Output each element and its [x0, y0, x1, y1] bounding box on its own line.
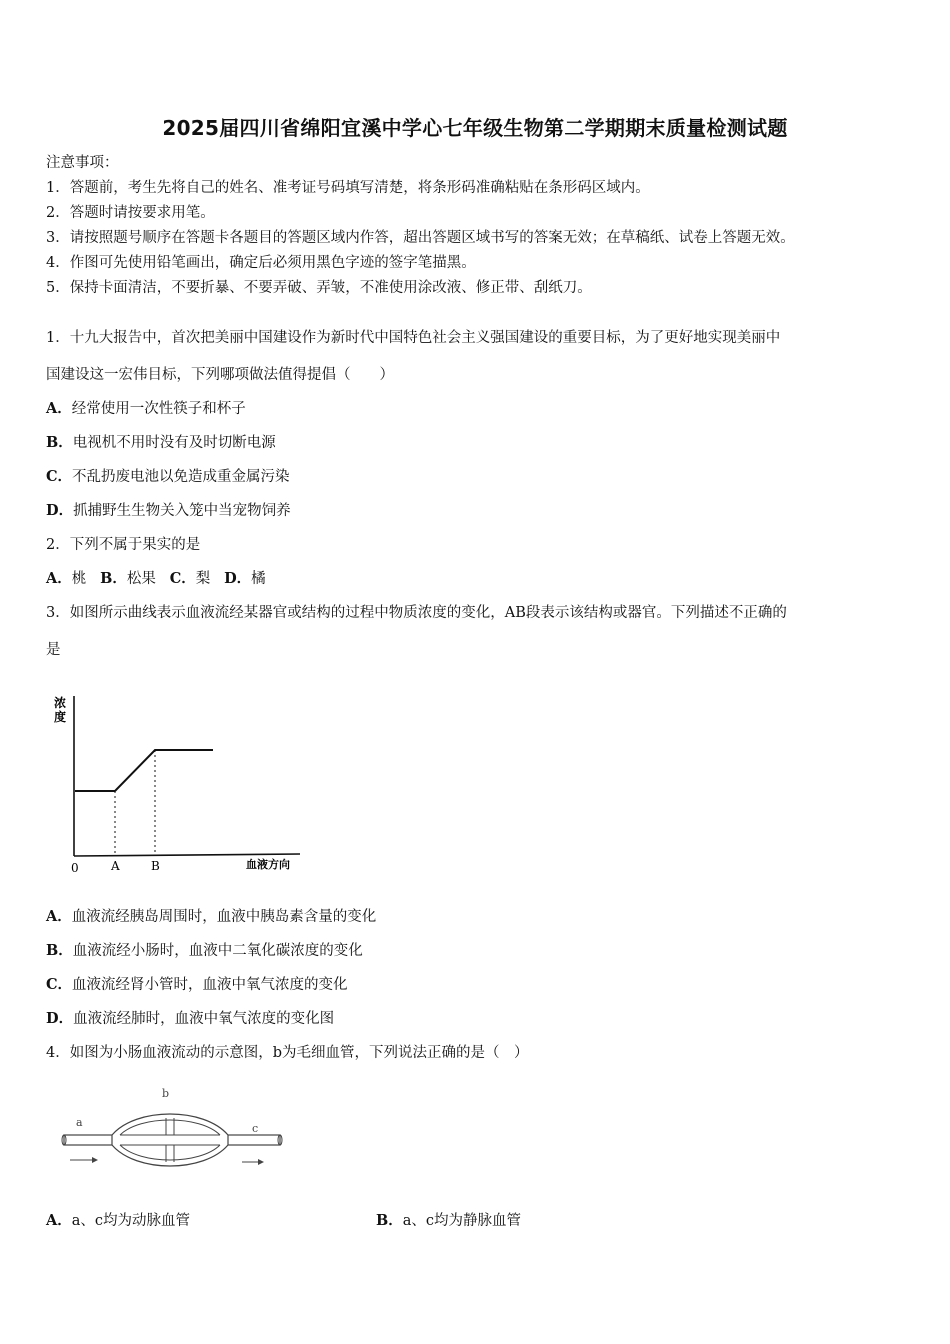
option-key: D．: [224, 570, 252, 587]
option-text: a、c均为动脉血管: [71, 1213, 191, 1229]
question-1-option-c: [46, 465, 290, 486]
option-text: 经常使用一次性筷子和杯子: [71, 401, 246, 417]
option-key: D．: [46, 1010, 74, 1027]
question-3-stem: 3．如图所示曲线表示血液流经某器官或结构的过程中物质浓度的变化，AB段表示该结构或器官。下列描述不正确的: [46, 605, 787, 621]
question-1-stem: 1．十九大报告中，首次把美丽中国建设作为新时代中国特色社会主义强国建设的重要目标，为了更好地实现美丽中: [46, 330, 781, 346]
page-title: 2025届四川省绵阳宜溪中学心七年级生物第二学期期末质量检测试题: [162, 116, 788, 140]
notice-item: 1．答题前，考生先将自己的姓名、准考证号码填写清楚，将条形码准确粘贴在条形码区域内。: [46, 180, 650, 196]
label-b: b: [162, 1087, 170, 1100]
option-key: A．: [46, 400, 72, 417]
origin-label: 0: [71, 861, 79, 875]
option-key: A．: [46, 908, 72, 925]
option-text: 不乱扔废电池以免造成重金属污染: [72, 469, 290, 485]
option-key: C．: [169, 570, 196, 587]
option-key: C．: [46, 976, 73, 993]
question-3-option-a: [46, 905, 376, 926]
concentration-curve: [75, 750, 213, 791]
question-1-stem: 国建设这一宏伟目标，下列哪项做法值得提倡（ ）: [46, 367, 394, 383]
option-text: 抓捕野生生物关入笼中当宠物饲养: [73, 503, 291, 519]
option-text: 血液流经肺时，血液中氧气浓度的变化图: [73, 1011, 335, 1027]
vessel-c: [228, 1135, 280, 1145]
vessel-a: [64, 1135, 112, 1145]
concentration-curve-figure: [48, 688, 308, 878]
capillary-outer-bottom: [112, 1145, 228, 1166]
question-2-stem: 2．下列不属于果实的是: [46, 537, 201, 553]
question-1-option-b: [46, 431, 276, 452]
option-key: A．: [46, 1212, 72, 1229]
notice-item: 5．保持卡面清洁，不要折暴、不要弄破、弄皱，不准使用涂改液、修正带、刮纸刀。: [46, 280, 592, 296]
tick-label-b: B: [151, 859, 160, 873]
option-text: 橘: [251, 571, 266, 587]
question-4-stem: 4．如图为小肠血液流动的示意图，b为毛细血管，下列说法正确的是（ ）: [46, 1045, 529, 1061]
question-1-option-a: [46, 397, 246, 418]
question-4-option-b: [376, 1209, 521, 1230]
question-1-option-d: [46, 499, 291, 520]
option-text: 血液流经胰岛周围时，血液中胰岛素含量的变化: [71, 909, 377, 925]
capillary-inner-bottom: [120, 1145, 220, 1160]
option-key: B．: [46, 942, 73, 959]
question-3-stem: 是: [46, 642, 61, 658]
capillary-outer-top: [112, 1114, 228, 1135]
option-key: B．: [100, 570, 127, 587]
label-c: c: [252, 1122, 259, 1135]
intestine-blood-flow-figure: [56, 1082, 296, 1182]
label-a: a: [76, 1116, 83, 1129]
option-key: D．: [46, 502, 74, 519]
y-axis-label-1: 浓: [54, 696, 67, 710]
option-key: A．: [46, 570, 72, 587]
question-3-option-c: [46, 973, 348, 994]
option-key: B．: [376, 1212, 403, 1229]
tick-label-a: A: [111, 859, 120, 873]
option-text: 梨: [195, 571, 211, 587]
question-3-option-b: [46, 939, 363, 960]
flow-arrow-right-head: [258, 1159, 264, 1165]
y-axis-label-2: 度: [54, 710, 67, 724]
notice-item: 4．作图可先使用铅笔画出，确定后必须用黑色字迹的签字笔描黑。: [46, 255, 476, 271]
notice-item: 3．请按照题号顺序在答题卡各题目的答题区域内作答，超出答题区域书写的答案无效；在草稿纸、试卷上答题无效。: [46, 230, 795, 246]
question-4-option-a: [46, 1209, 190, 1230]
x-axis: [74, 854, 300, 856]
question-3-option-d: [46, 1007, 334, 1028]
option-text: 电视机不用时没有及时切断电源: [72, 435, 276, 451]
notice-heading: 注意事项：: [46, 155, 119, 171]
notice-item: 2．答题时请按要求用笔。: [46, 205, 215, 221]
option-key: B．: [46, 434, 73, 451]
capillary-inner-top: [120, 1120, 220, 1135]
option-text: 桃: [71, 571, 87, 587]
option-text: 松果: [126, 571, 156, 587]
question-2-options: [46, 567, 266, 588]
option-key: C．: [46, 468, 73, 485]
flow-arrow-left-head: [92, 1157, 98, 1163]
option-text: a、c均为静脉血管: [402, 1213, 522, 1229]
option-text: 血液流经小肠时，血液中二氧化碳浓度的变化: [72, 943, 363, 959]
x-axis-label: 血液方向: [246, 858, 290, 871]
option-text: 血液流经肾小管时，血液中氧气浓度的变化: [72, 977, 348, 993]
